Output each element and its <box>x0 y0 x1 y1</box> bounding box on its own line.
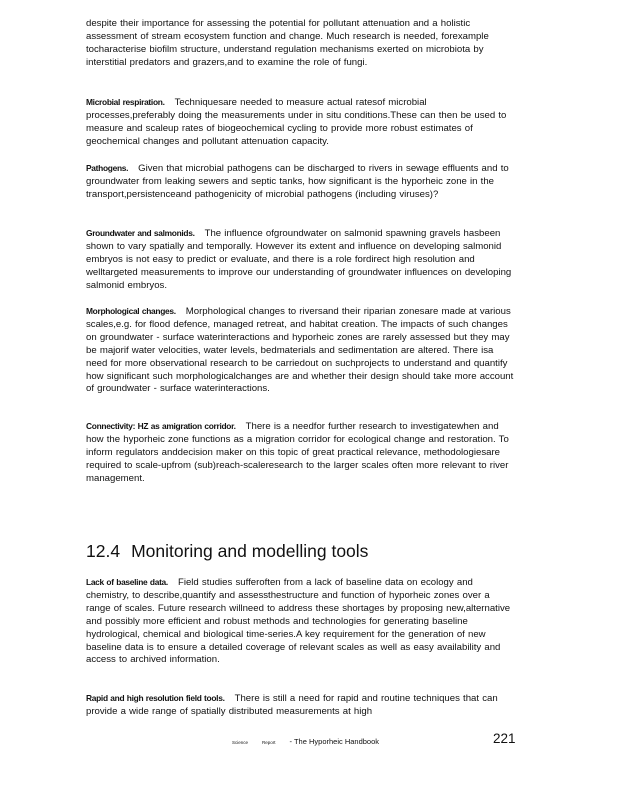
paragraph-lead: Morphological changes. <box>86 306 176 316</box>
footer-small-text: Report <box>262 740 276 745</box>
paragraph-lead: Pathogens. <box>86 163 129 173</box>
footer-small-text: Science <box>232 740 249 745</box>
paragraph-body: Techniquesare needed to measure actual ratesof microbial processes,preferably doing the measurements under in situ conditions.These can then be used to measure and scaleup rates of biogeochemical cycling to provide more robust estimates of geochemical changes and pollutant attenuation capacity. <box>86 97 507 147</box>
paragraph-lead: Groundwater and salmonids. <box>86 228 195 238</box>
paragraph-groundwater-salmonids <box>86 227 514 293</box>
paragraph-lead: Microbial respiration. <box>86 97 165 107</box>
intro-paragraph: despite their importance for assessing the potential for pollutant attenuation and a holistic assessment of stream ecosystem function and change. Much research is needed, forexample tocharacterise biofilm structure, understand regulation mechanisms exerted on microbiota by interstitial predators and grazers,and to examine the role of fungi. <box>86 18 489 68</box>
paragraph-lead: Connectivity: HZ as amigration corridor. <box>86 421 236 431</box>
page-footer <box>0 731 618 753</box>
paragraph-rapid-field-tools <box>86 692 514 719</box>
paragraph-morphological-changes <box>86 305 514 396</box>
paragraph-body: Given that microbial pathogens can be discharged to rivers in sewage effluents and to groundwater from leaking sewers and septic tanks, how significant is the hyporheic zone in the transport,persistenceand pathogenicity of microbial pathogens (including viruses)? <box>86 163 509 200</box>
section-number: 12.4 <box>86 541 121 561</box>
paragraph-connectivity <box>86 420 514 486</box>
paragraph-body: There is a needfor further research to investigatewhen and how the hyporheic zone functions as a migration corridor for ecological change and restoration. To inform regulators anddecision maker on this topic of great practical relevance, methodologiesare required to scale-upfrom (sub)reach-scaleresearch to the larger scales often more relevant to river management. <box>86 421 509 484</box>
section-heading <box>86 541 368 562</box>
page-number: 221 <box>493 731 516 746</box>
paragraph-body: The influence ofgroundwater on salmonid spawning gravels hasbeen shown to vary spatially and temporally. However its extent and influence on developing salmonid embryos is not easy to predict or evaluate, and there is a role fordirect high resolution and welltargeted measurements to improve our understanding of groundwater influences on developing salmonid embryos. <box>86 228 512 291</box>
footer-title <box>232 737 393 746</box>
paragraph-body: Morphological changes to riversand their riparian zonesare made at various scales,e.g. for flood defence, managed retreat, and habitat creation. The impacts of such changes on groundwater - surface waterinteractions and hyporheic zones are rarely assessed but they may be majorif water velocities, water levels, bedmaterials and sedimentation are altered. There isa need for more observational research to be carriedout on suchprojects to understand and quantify how significant such morphologicalchanges are and whether their design should take more account of groundwater - surface waterinteractions. <box>86 306 514 395</box>
paragraph-body: There is still a need for rapid and routine techniques that can provide a wide range of spatially distributed measurements at high <box>86 693 498 717</box>
paragraph-lead: Rapid and high resolution field tools. <box>86 693 225 703</box>
paragraph-lead: Lack of baseline data. <box>86 577 168 587</box>
paragraph-pathogens <box>86 162 514 202</box>
paragraph-body: Field studies sufferoften from a lack of baseline data on ecology and chemistry, to describe,quantify and assessthestructure and function of hyporheic zones over a range of scales. Future research willneed to address these shortages by proposing new,alternative and possibly more efficient and robust methods and technologies for generating baseline hydrological, chemical and biological time-series.A key requirement for the generation of new baseline data is to ensure a detailed coverage of relevant scales as well as easy availability and access to archived information. <box>86 577 511 666</box>
section-title: Monitoring and modelling tools <box>131 541 369 561</box>
paragraph-microbial-respiration <box>86 96 514 149</box>
paragraph-lack-of-baseline-data <box>86 576 514 667</box>
footer-book-title: - The Hyporheic Handbook <box>289 737 380 746</box>
